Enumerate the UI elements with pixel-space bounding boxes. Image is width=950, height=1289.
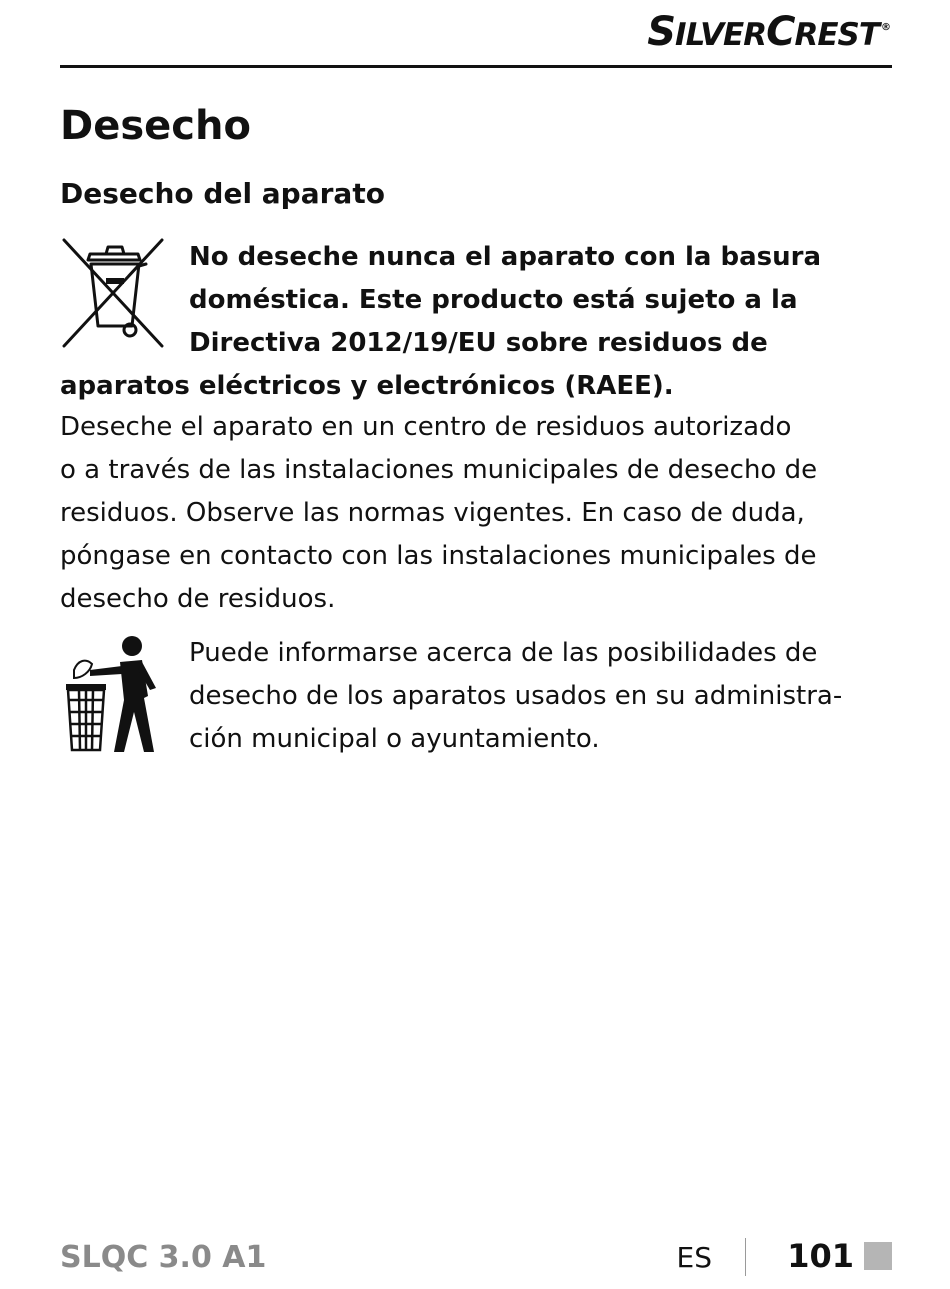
notice-line: doméstica. Este producto está sujeto a la	[189, 285, 798, 315]
brand-letter: S	[647, 9, 676, 55]
paragraph-line: desecho de residuos.	[60, 584, 336, 614]
notice-line: Puede informarse acerca de las posibilidades de	[189, 638, 818, 668]
footer-language: ES	[676, 1241, 712, 1274]
brand-logo	[647, 8, 890, 56]
notice-line: aparatos eléctricos y electrónicos (RAEE).	[60, 371, 674, 401]
disposal-paragraph	[60, 406, 890, 621]
tidy-man-bin-icon	[64, 634, 160, 754]
paragraph-line: o a través de las instalaciones municipales de desecho de	[60, 455, 818, 485]
footer-model-number: SLQC 3.0 A1	[60, 1240, 267, 1275]
notice-line: desecho de los aparatos usados en su administra-	[189, 681, 843, 711]
page-title: Desecho	[60, 103, 251, 149]
section-title: Desecho del aparato	[60, 177, 385, 210]
registered-mark: ®	[881, 22, 890, 33]
weee-notice	[60, 236, 890, 408]
footer-page-number: 101	[787, 1237, 854, 1275]
footer-separator	[745, 1238, 746, 1276]
paragraph-line: Deseche el aparato en un centro de residuos autorizado	[60, 412, 792, 442]
notice-line: No deseche nunca el aparato con la basura	[189, 242, 822, 272]
notice-line: Directiva 2012/19/EU sobre residuos de	[189, 328, 768, 358]
brand-text: ILVER	[675, 17, 767, 53]
footer-accent-square	[864, 1242, 892, 1270]
brand-letter: C	[766, 9, 795, 55]
paragraph-line: póngase en contacto con las instalaciones municipales de	[60, 541, 817, 571]
notice-line: ción municipal o ayuntamiento.	[189, 724, 600, 754]
info-notice	[189, 632, 889, 761]
header-divider	[60, 65, 892, 68]
brand-text: REST	[794, 17, 879, 53]
paragraph-line: residuos. Observe las normas vigentes. En caso de duda,	[60, 498, 805, 528]
